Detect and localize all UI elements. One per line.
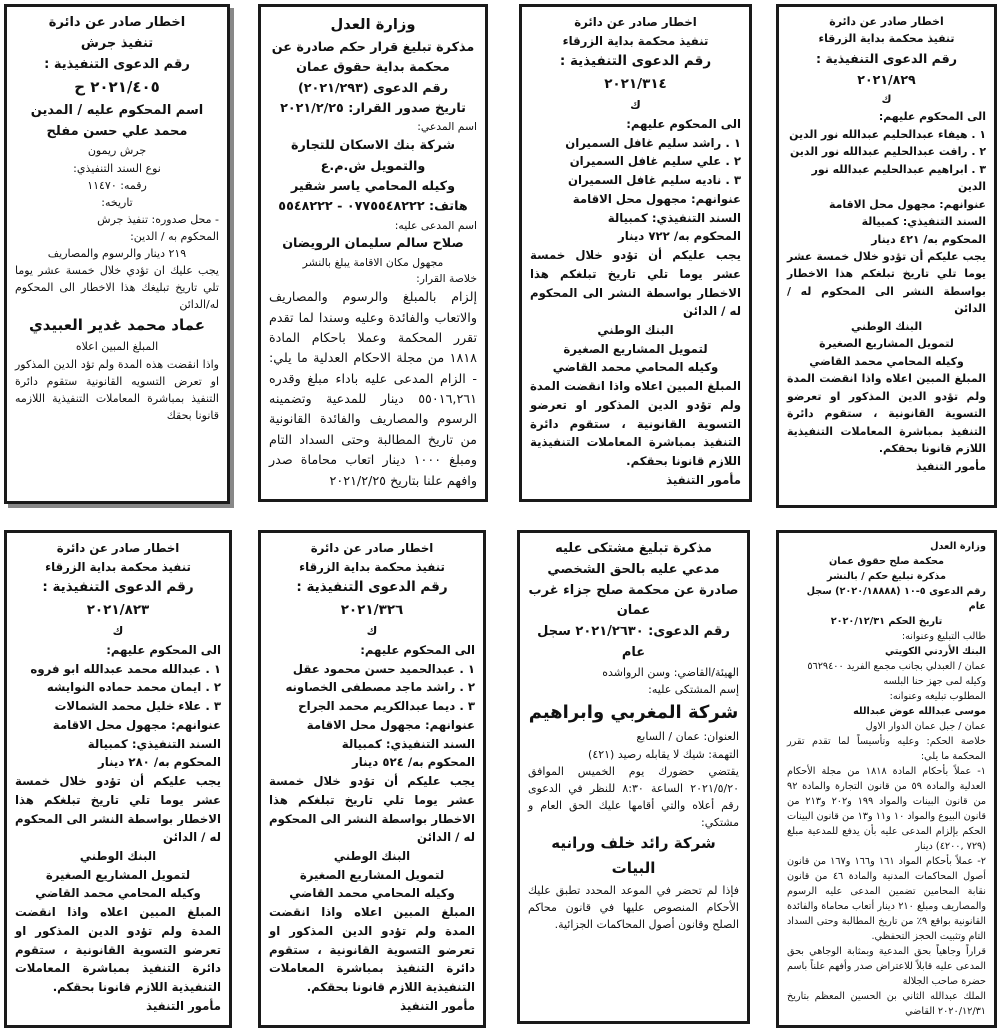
notice-line: رقم الدعوى ٥-١٠ (٢٠٢٠/١٨٨٨٨) سجل عام (806, 586, 986, 613)
notice-line: وزارة العدل (930, 541, 986, 552)
notice-line: عماد محمد غدير العبيدي (29, 315, 205, 334)
notice-line: مأمور التنفيذ (916, 459, 986, 473)
notice-defendant-summons-2630 (517, 530, 750, 1024)
notice-line: رقمه: ١١٤٧٠ (87, 178, 147, 192)
notice-zarqa-314 (519, 4, 752, 502)
notice-line: المبلغ المبين اعلاه واذا انقضت المدة ولم تؤدو الدين المذكور او تعرضو التسوية القانونية ، ستقوم دائرة التنفيذ بمباشرة المعاملات التنفيذية اللازم قانونا بحقكم. (787, 372, 986, 456)
notice-line: ١ . هيفاء عبدالحليم عبدالله نور الدين (789, 127, 986, 141)
notice-line: البنك الأردني الكويتي (884, 646, 986, 658)
notice-line: ك (366, 624, 378, 639)
notice-line: تنفيذ محكمة بداية الزرقاء (818, 32, 955, 46)
notice-line: ٣ . ابراهيم عبدالحليم عبدالله نور الدين (811, 162, 986, 194)
notice-line: لتمويل المشاريع الصغيرة (45, 867, 191, 882)
notice-line: البنك الوطني (850, 319, 923, 333)
notice-line: واذا انقضت هذه المدة ولم تؤد الدين المذكور او تعرض التسويه القانونية ستقوم دائرة التنفيذ بمباشرة المعاملات التنفيذية اللازمه قانونا بحقك (15, 357, 219, 422)
notice-line: عمان / جبل عمان الدوار الاول (865, 721, 986, 733)
notice-court-decision-293 (258, 4, 488, 502)
notice-line: ٢- عملاً بأحكام المواد ١٦١ و١٦٦ و١٦٧ من قانون أصول المحاكمات المدنية والمادة ٤٦ من قانون نقابة المحامين تضمين المدعى عليه الرسوم والمصاريف ومبلغ ٢١٠ دينار أتعاب محاماة والفائدة القانونية بواقع ٩٪ من تاريخ المطالبة وحتى السداد التام وتثبيت الحجز التحفظي. (787, 856, 987, 943)
notice-line: - محل صدوره: تنفيذ جرش (97, 212, 219, 226)
notice-line: ٢ . علي سليم غافل السميران (569, 154, 741, 169)
notice-line: يقتضي حضورك يوم الخميس الموافق ٢٠٢١/٥/٢٠ الساعة ٨:٣٠ للنظر في الدعوى رقم أعلاه والتي أقامها عليك الحق العام و مشتكي: (528, 764, 740, 829)
notice-line: موسى عبدالله عوض عبدالله (853, 706, 986, 718)
notice-line: السند التنفيذي: كمبيالة (341, 736, 475, 751)
notice-zarqa-823 (4, 530, 232, 1028)
notice-line: مأمور التنفيذ (666, 472, 741, 487)
notice-line: الى المحكوم عليهم: (878, 110, 986, 124)
notice-line: خلاصة القرار: (416, 272, 477, 286)
notice-line: وكيله المحامي محمد القاضي (809, 354, 964, 368)
notice-line: ك (881, 92, 892, 106)
notice-line: الى المحكوم عليهم: (360, 643, 475, 658)
notice-line: ١ . راشد سليم غافل السميران (565, 135, 741, 150)
notice-line: ١ . عبدالله محمد عبدالله ابو فروه (30, 661, 221, 676)
notice-line: ٢٠٢١/٤٠٥ ح (74, 78, 160, 97)
notice-line: رقم الدعوى التنفيذية : ٢٠٢١/٨٢٣ (42, 579, 194, 619)
notice-line: مأمور التنفيذ (146, 998, 221, 1013)
notice-line: المبلغ المبين اعلاه واذا انقضت المدة ولم تؤدو الدين المذكور او تعرضو التسوية القانونية ، ستقوم دائرة التنفيذ بمباشرة المعاملات التنفيذية اللازم قانونا بحقكم. (269, 905, 475, 994)
notice-line: وكيله المحامي ياسر شقير (291, 178, 455, 194)
notice-line: رقم الدعوى التنفيذية : (44, 56, 190, 72)
notice-line: ك (112, 624, 124, 639)
notice-line: لتمويل المشاريع الصغيرة (299, 867, 445, 882)
notice-line: شركة بنك الاسكان للتجارة والتمويل ش.م.ع (290, 138, 456, 174)
notice-line: رقم الدعوى التنفيذية : ٢٠٢١/٣٢٦ (296, 579, 448, 619)
notice-line: ك (630, 98, 641, 113)
notice-line: محكمة صلح حقوق عمان (829, 556, 944, 568)
notice-line: المبلغ المبين اعلاه واذا انقضت المدة ولم تؤدو الدين المذكور او تعرضو التسوية القانونية ، ستقوم دائرة التنفيذ بمباشرة المعاملات التنفيذية اللازم قانونا بحقكم. (530, 379, 741, 468)
notice-line: إلزام بالمبلغ والرسوم والمصاريف والاتعاب والفائدة وعليه وسندا لما تقدم تقرر المحكمة وعملا باحكام المادة ١٨١٨ من مجلة الاحكام العدلية ما يلي: - الزام المدعى عليه باداء مبلغ وقدره ٥٥٠١٦,٢٦١ دينار للمدعية وتضمينه الرسوم والمصاريف والفائدة القانونية من تاريخ المطالبة وحتى السداد التام ومبلغ ١٠٠٠ دينار اتعاب محاماة صدر وافهم علنا بتاريخ ٢٠٢١/٢/٢٥ (269, 290, 477, 489)
notice-line: اخطار صادر عن دائرة (574, 15, 697, 29)
notice-line: ٣ . علاء خليل محمد الشمالات (54, 699, 221, 714)
notice-line: اسم المحكوم عليه / المدين (30, 102, 204, 118)
notice-line: مذكرة تبليغ مشتكى عليه (555, 541, 712, 556)
notice-line: عنوانهم: مجهول محل الاقامة (52, 717, 221, 732)
notice-line: رقم الدعوى: ٢٠٢١/٢٦٣٠ سجل عام (537, 624, 730, 660)
notice-line: السند التنفيذي: كمبيالة (861, 215, 986, 229)
notice-line: المحكوم به/ ٢٨٠ دينار (98, 755, 221, 770)
notice-line: المبلغ المبين اعلاه واذا انقضت المدة ولم تؤدو الدين المذكور او تعرضو التسوية القانونية ، ستقوم دائرة التنفيذ بمباشرة المعاملات التنفيذية اللازم قانونا بحقكم. (15, 905, 221, 994)
notice-line: مدعي عليه بالحق الشخصي صادرة عن محكمة صلح جزاء غرب عمان (528, 561, 739, 619)
notice-line: تاريخ صدور القرار: ٢٠٢١/٢/٢٥ (280, 101, 466, 117)
notice-line: ٣ . ناديه سليم غافل السميران (568, 173, 741, 188)
notice-line: يجب عليكم أن تؤدو خلال خمسة عشر يوما تلي تاريخ تبلغكم هذا الاخطار بواسطة النشر الى المحكوم له / الدائن (15, 774, 221, 845)
notice-line: نوع السند التنفيذي: (73, 161, 161, 175)
notice-line: اخطار صادر عن دائرة (48, 15, 186, 30)
notice-line: طالب التبليغ وعنوانه: (901, 631, 986, 643)
notice-line: اخطار صادر عن دائرة (829, 15, 944, 28)
notice-line: الملك عبدالله الثاني بن الحسين المعظم بتاريخ ٢٠٢٠/١٢/٣١ القاضي (787, 991, 986, 1018)
notice-line: يجب عليكم أن تؤدو خلال خمسة عشر يوما تلي تاريخ تبلغكم هذا الاخطار بواسطة النشر الى المحكوم له / الدائن (269, 774, 475, 845)
notice-line: وكيله المحامي محمد القاضي (35, 886, 201, 901)
notice-line: ٢ . ايمان محمد حماده النوايشه (46, 680, 221, 695)
notice-line: تنفيذ جرش (80, 35, 154, 51)
notice-line: عنوانهم: مجهول محل الاقامة (828, 197, 986, 211)
notice-line: مجهول مكان الاقامة يبلغ بالنشر (302, 255, 444, 269)
notice-zarqa-829 (776, 4, 997, 508)
notice-line: جرش ريمون (87, 144, 147, 158)
notice-line: وزارة العدل (330, 16, 416, 33)
notice-line: ٢ . رافت عبدالحليم عبدالله نور الدين (789, 145, 986, 159)
notice-line: صلاح سالم سليمان الرويضان (282, 236, 464, 252)
notice-line: وكيله المحامي محمد القاضي (552, 360, 719, 375)
notice-line: مذكرة تبليغ حكم / بالنشر (827, 571, 946, 583)
notice-line: محمد علي حسن مفلح (46, 123, 188, 139)
notice-line: البنك الوطني (333, 848, 411, 863)
notice-line: ٢ . راشد ماجد مصطفى الخصاونه (285, 680, 475, 695)
notice-line: مذكرة تبليغ قرار حكم صادرة عن محكمة بداية حقوق عمان (271, 39, 475, 76)
notice-line: رقم الدعوى التنفيذية : ٢٠٢١/٣١٤ (559, 53, 712, 93)
notice-line: عمان / العبدلي بجانب مجمع الفريد ٥٦٢٩٤٠٠ (807, 661, 986, 673)
notice-line: شركة المغربي وابراهيم (528, 701, 739, 723)
notice-line: المطلوب تبليغه وعنوانه: (889, 691, 986, 703)
notice-line: ١- عملاً بأحكام المادة ١٨١٨ من مجلة الأحكام العدلية والمادة ٥٩ من قانون التجارة والمادة ٩٢ من قانون البينات والمواد ١٩٩ و٢٠٢ و٢١٣ من قانون البيوع والمواد ١٠ و١١ و١٣ من قانون البينات الحكم بإلزام المدعى عليه بأن يدفع للمدعية مبلغ (٧٢٩ ,٤٢٠٠) دينار (787, 766, 987, 853)
notice-line: يجب عليك ان تؤدي خلال خمسة عشر يوما تلي تاريخ تبليغك هذا الاخطار الى المحكوم له/الدائن (15, 263, 219, 311)
notice-line: عنوانهم: مجهول محل الاقامة (572, 191, 741, 206)
notice-line: المحكوم به/ ٥٢٤ دينار (352, 755, 475, 770)
notice-line: إسم المشتكى عليه: (648, 682, 739, 696)
notice-line: وكيله لمى جهز حنا البلسه (883, 676, 986, 688)
notice-line: تاريخ الحكم ٢٠٢٠/١٢/٣١ (830, 616, 943, 628)
notice-line: يجب عليكم أن تؤدو خلال خمسة عشر يوما تلي تاريخ تبلغكم هذا الاخطار بواسطة النشر الى المحكوم له / الدائن (530, 248, 741, 319)
notice-line: العنوان: عمان / السابع (636, 730, 739, 744)
notice-line: ٢١٩ دينار والرسوم والمصاريف (47, 246, 187, 260)
notice-line: اسم المدعي: (417, 120, 477, 134)
notice-civil-court-amman (776, 530, 997, 1028)
notice-line: اسم المدعى عليه: (394, 218, 477, 232)
notice-line: تنفيذ محكمة بداية الزرقاء (299, 559, 445, 574)
notice-line: قراراً وجاهياً بحق المدعية وبمثابة الوجاهي بحق المدعى عليه قابلاً للاعتراض صدر وأفهم علناً باسم حضرة صاحب الجلالة (787, 946, 986, 988)
notice-line: البنك الوطني (597, 322, 674, 337)
notice-line: اخطار صادر عن دائرة (310, 541, 434, 555)
notice-line: تنفيذ محكمة بداية الزرقاء (45, 559, 191, 574)
notice-line: فإذا لم تحضر في الموعد المحدد تطبق عليك الأحكام المنصوص عليها في قانون محاكم الصلح وقانون أصول المحاكمات الجزائية. (528, 883, 739, 931)
notice-jerash-405 (4, 4, 230, 504)
notice-line: عنوانهم: مجهول محل الاقامة (306, 717, 475, 732)
notice-line: مأمور التنفيذ (400, 998, 475, 1013)
notice-zarqa-326 (258, 530, 486, 1028)
notice-line: خلاصة الحكم: وعليه وتأسيساً لما تقدم تقرر المحكمة ما يلي: (787, 736, 986, 763)
notice-line: التهمة: شيك لا يقابله رصيد (٤٢١) (588, 747, 739, 761)
notice-line: هاتف: ٠٧٧٥٥٤٨٢٢٢ - ٥٥٤٨٢٢٢ (278, 199, 468, 215)
notice-line: السند التنفيذي: كمبيالة (87, 736, 221, 751)
notice-line: لتمويل المشاريع الصغيرة (819, 337, 954, 351)
notice-line: المحكوم به/ ٧٢٢ دينار (618, 229, 741, 244)
notice-line: رقم الدعوى التنفيذية : ٢٠٢١/٨٢٩ (815, 50, 958, 88)
notice-line: الى المحكوم عليهم: (106, 643, 221, 658)
notice-line: البنك الوطني (79, 848, 157, 863)
notice-line: شركة رائد خلف ورانيه البيات (551, 833, 716, 878)
notice-line: لتمويل المشاريع الصغيرة (563, 341, 708, 356)
notice-line: ٣ . ديما عبدالكريم محمد الجراح (298, 699, 475, 714)
notice-line: اخطار صادر عن دائرة (56, 541, 180, 555)
notice-line: السند التنفيذي: كمبيالة (607, 210, 741, 225)
notice-line: المحكوم به / الدين: (130, 229, 219, 243)
notice-line: الى المحكوم عليهم: (626, 117, 741, 132)
notice-line: يجب عليكم أن تؤدو خلال خمسة عشر يوما تلي تاريخ تبلغكم هذا الاخطار بواسطة النشر الى المحكوم له / الدائن (787, 249, 986, 316)
notice-line: المحكوم به/ ٤٢١ دينار (871, 232, 986, 246)
notice-line: رقم الدعوى (٢٠٢١/٢٩٣) (297, 80, 449, 96)
notice-line: تنفيذ محكمة بداية الزرقاء (562, 33, 709, 48)
notice-line: تاريخه: (101, 195, 133, 209)
notice-line: وكيله المحامي محمد القاضي (289, 886, 455, 901)
notice-line: ١ . عبدالحميد حسن محمود عقل (292, 661, 475, 676)
notice-line: المبلغ المبين اعلاه (75, 340, 159, 354)
notice-line: الهيئة/القاضي: وسن الرواشده (602, 665, 739, 679)
